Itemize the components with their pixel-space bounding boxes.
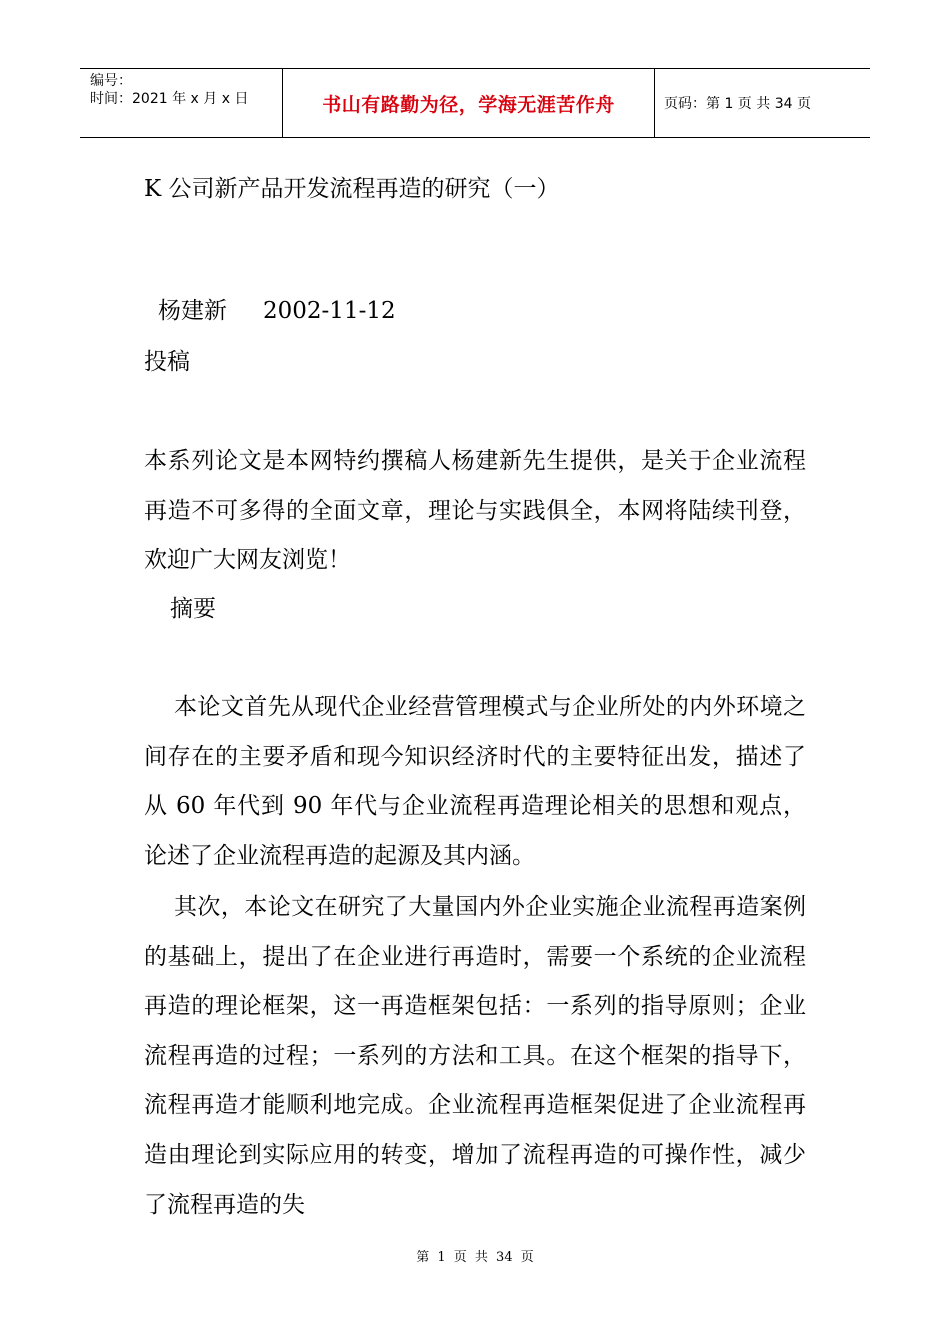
page-header xyxy=(80,68,870,138)
document-title: K 公司新产品开发流程再造的研究（一） xyxy=(144,176,560,202)
abstract-paragraph-1: 本论文首先从现代企业经营管理模式与企业所处的内外环境之间存在的主要矛盾和现今知识经济时代的主要特征出发，描述了从 60 年代到 90 年代与企业流程再造理论相关的思想和观点，论述了企业流程再造的起源及其内涵。 xyxy=(144,694,806,869)
author-name: 杨建新 xyxy=(158,298,227,324)
abstract-paragraph-2: 其次，本论文在研究了大量国内外企业实施企业流程再造案例的基础上，提出了在企业进行再造时，需要一个系统的企业流程再造的理论框架，这一再造框架包括：一系列的指导原则；企业流程再造的过程；一系列的方法和工具。在这个框架的指导下，流程再造才能顺利地完成。企业流程再造框架促进了企业流程再造由理论到实际应用的转变，增加了流程再造的可操作性，减少了流程再造的失 xyxy=(144,894,806,1218)
header-page-info: 页码：第 1 页 共 34 页 xyxy=(664,96,811,112)
page-footer: 第 1 页 共 34 页 xyxy=(416,1250,534,1265)
intro-paragraph: 本系列论文是本网特约撰稿人杨建新先生提供，是关于企业流程再造不可多得的全面文章，理论与实践俱全，本网将陆续刊登，欢迎广大网友浏览！ xyxy=(144,448,806,574)
header-meta xyxy=(80,69,283,137)
document-number-label: 编号： xyxy=(90,73,132,89)
author-line xyxy=(158,292,432,325)
submission-label: 投稿 xyxy=(144,349,190,375)
document-time-label: 时间：2021 年 x 月 x 日 xyxy=(90,91,249,107)
header-motto: 书山有路勤为径，学海无涯苦作舟 xyxy=(283,69,655,137)
publish-date: 2002-11-12 xyxy=(263,298,396,324)
abstract-heading: 摘要 xyxy=(170,596,216,622)
